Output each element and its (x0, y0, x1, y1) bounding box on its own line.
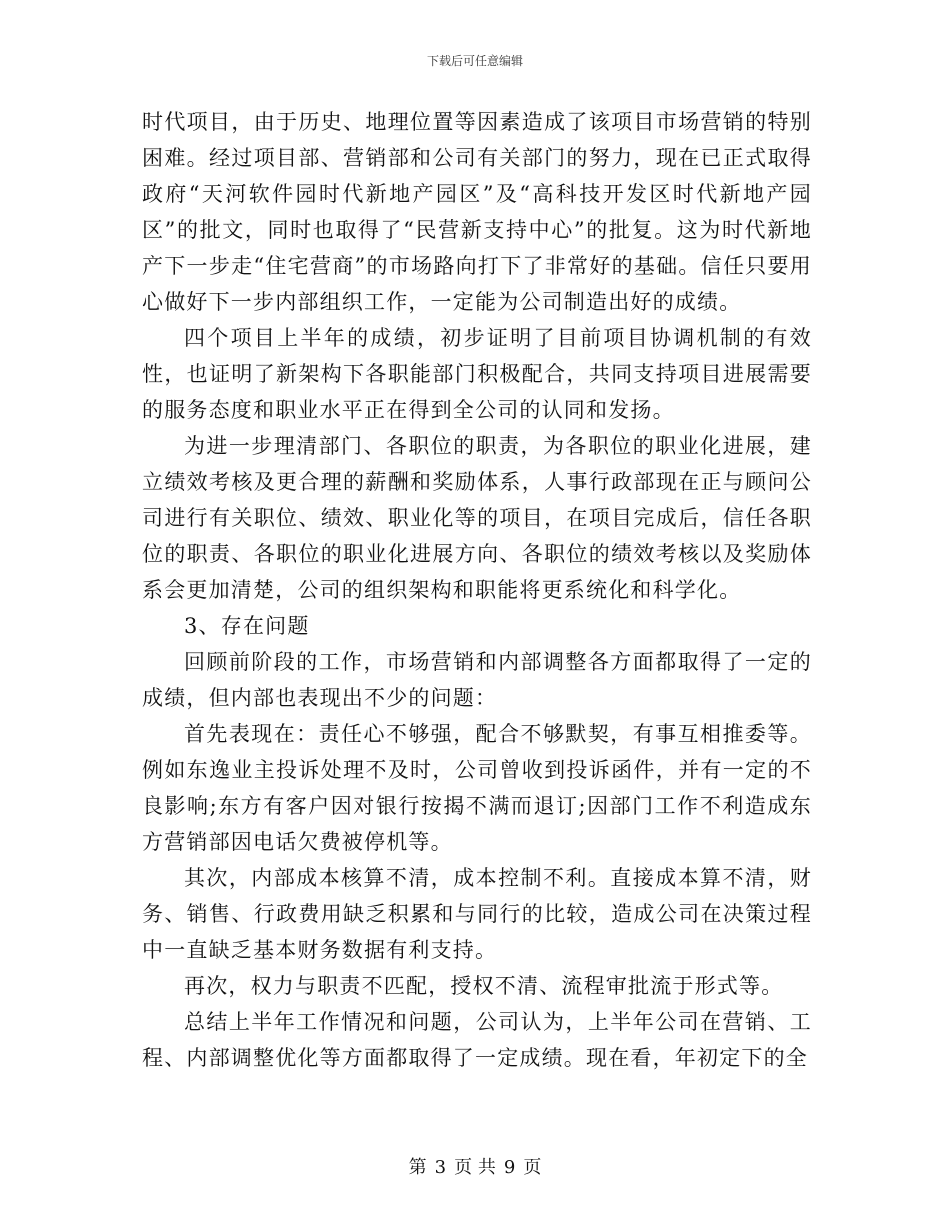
footer-suffix: 页 (523, 1157, 542, 1178)
paragraph-5: 首先表现在：责任心不够强，配合不够默契，有事互相推委等。例如东逸业主投诉处理不及时，公司曾收到投诉函件，并有一定的不良影响;东方有客户因对银行按揭不满而退订;因部门工作不利造成东方营销部因电话欠费被停机等。 (142, 722, 812, 854)
footer-prefix: 第 (408, 1157, 427, 1178)
paragraph-2: 四个项目上半年的成绩，初步证明了目前项目协调机制的有效性，也证明了新架构下各职能部门积极配合，共同支持项目进展需要的服务态度和职业水平正在得到全公司的认同和发扬。 (142, 326, 812, 422)
footer-total-pages: 9 (503, 1157, 516, 1178)
page-number-footer (0, 1153, 950, 1179)
paragraph-4: 回顾前阶段的工作，市场营销和内部调整各方面都取得了一定的成绩，但内部也表现出不少的问题： (142, 650, 812, 710)
paragraph-8: 总结上半年工作情况和问题，公司认为，上半年公司在营销、工程、内部调整优化等方面都取得了一定成绩。现在看，年初定下的全 (142, 1010, 812, 1070)
paragraph-6: 其次，内部成本核算不清，成本控制不利。直接成本算不清，财务、销售、行政费用缺乏积累和与同行的比较，造成公司在决策过程中一直缺乏基本财务数据有利支持。 (142, 866, 812, 962)
section-heading: 3、存在问题 (184, 614, 310, 638)
footer-middle: 页 共 (454, 1157, 496, 1178)
page-header-note: 下载后可任意编辑 (426, 54, 523, 68)
document-body (142, 104, 812, 1076)
paragraph-1: 时代项目，由于历史、地理位置等因素造成了该项目市场营销的特别困难。经过项目部、营销部和公司有关部门的努力，现在已正式取得政府“天河软件园时代新地产园区”及“高科技开发区时代新地产园区”的批文，同时也取得了“民营新支持中心”的批复。这为时代新地产下一步走“住宅营商”的市场路向打下了非常好的基础。信任只要用心做好下一步内部组织工作，一定能为公司制造出好的成绩。 (142, 110, 812, 314)
paragraph-7: 再次，权力与职责不匹配，授权不清、流程审批流于形式等。 (184, 974, 784, 998)
paragraph-3: 为进一步理清部门、各职位的职责，为各职位的职业化进展，建立绩效考核及更合理的薪酬和奖励体系，人事行政部现在正与顾问公司进行有关职位、绩效、职业化等的项目，在项目完成后，信任各职位的职责、各职位的职业化进展方向、各职位的绩效考核以及奖励体系会更加清楚，公司的组织架构和职能将更系统化和科学化。 (142, 434, 812, 602)
footer-page-number: 3 (434, 1157, 447, 1178)
